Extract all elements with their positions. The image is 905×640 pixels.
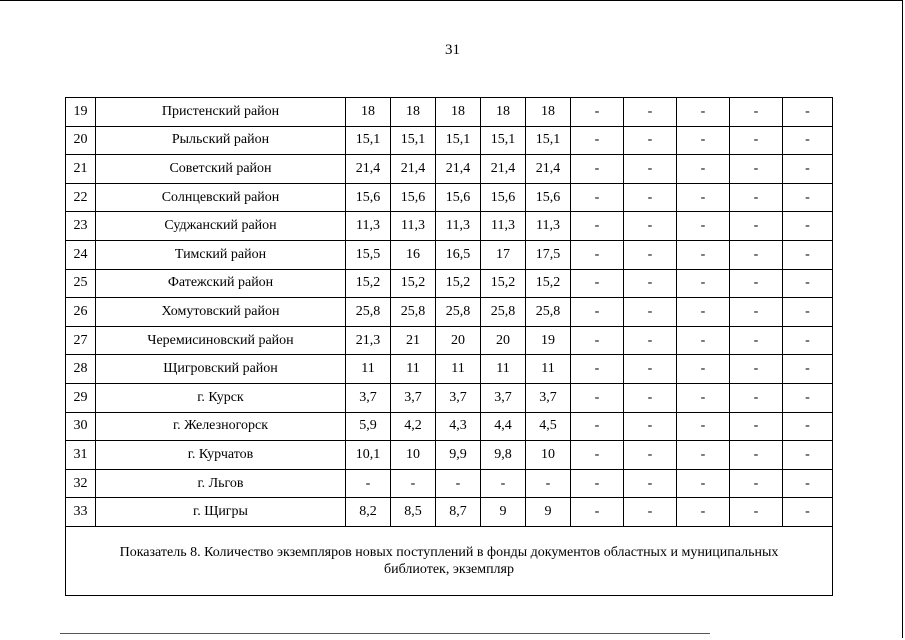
value-cell: - [730, 269, 783, 298]
value-cell: 11 [346, 355, 391, 384]
value-cell: - [624, 383, 677, 412]
value-cell: - [730, 441, 783, 470]
row-number: 25 [66, 269, 96, 298]
value-cell: - [677, 383, 730, 412]
table-row [66, 326, 833, 355]
value-cell: 20 [436, 326, 481, 355]
scan-edge-line [60, 633, 710, 634]
value-cell: 15,2 [436, 269, 481, 298]
table-row [66, 498, 833, 527]
value-cell: 18 [391, 98, 436, 127]
value-cell: 4,4 [481, 412, 526, 441]
value-cell: - [783, 98, 833, 127]
value-cell: - [730, 412, 783, 441]
table-row [66, 240, 833, 269]
value-cell: 18 [526, 98, 571, 127]
row-number: 22 [66, 183, 96, 212]
value-cell: - [730, 383, 783, 412]
value-cell: 4,2 [391, 412, 436, 441]
value-cell: - [677, 98, 730, 127]
district-name: Хомутовский район [96, 298, 346, 327]
table-row [66, 469, 833, 498]
indicator-footer-row [66, 526, 833, 595]
value-cell: - [783, 326, 833, 355]
value-cell: - [783, 498, 833, 527]
value-cell: 9 [481, 498, 526, 527]
row-number: 24 [66, 240, 96, 269]
value-cell: 15,1 [526, 126, 571, 155]
value-cell: - [677, 355, 730, 384]
district-name: Солнцевский район [96, 183, 346, 212]
district-name: Пристенский район [96, 98, 346, 127]
value-cell: 11 [391, 355, 436, 384]
value-cell: - [624, 155, 677, 184]
value-cell: 18 [346, 98, 391, 127]
value-cell: 3,7 [526, 383, 571, 412]
value-cell: - [783, 155, 833, 184]
statistics-table [65, 97, 833, 596]
value-cell: - [624, 412, 677, 441]
value-cell: 25,8 [391, 298, 436, 327]
value-cell: - [436, 469, 481, 498]
value-cell: 4,3 [436, 412, 481, 441]
value-cell: 25,8 [481, 298, 526, 327]
value-cell: 21,4 [481, 155, 526, 184]
value-cell: 18 [436, 98, 481, 127]
value-cell: - [677, 498, 730, 527]
value-cell: - [526, 469, 571, 498]
value-cell: 11 [481, 355, 526, 384]
value-cell: - [624, 98, 677, 127]
value-cell: 4,5 [526, 412, 571, 441]
table-row [66, 355, 833, 384]
value-cell: 15,6 [481, 183, 526, 212]
value-cell: - [783, 412, 833, 441]
district-name: г. Курск [96, 383, 346, 412]
value-cell: - [624, 326, 677, 355]
value-cell: - [783, 355, 833, 384]
value-cell: 15,6 [391, 183, 436, 212]
value-cell: - [346, 469, 391, 498]
row-number: 26 [66, 298, 96, 327]
value-cell: - [571, 240, 624, 269]
value-cell: - [624, 269, 677, 298]
value-cell: 11 [436, 355, 481, 384]
district-name: г. Курчатов [96, 441, 346, 470]
row-number: 21 [66, 155, 96, 184]
district-name: Щигровский район [96, 355, 346, 384]
value-cell: - [677, 326, 730, 355]
value-cell: - [571, 441, 624, 470]
value-cell: 17 [481, 240, 526, 269]
row-number: 28 [66, 355, 96, 384]
value-cell: 11,3 [481, 212, 526, 241]
value-cell: 21,4 [526, 155, 571, 184]
value-cell: - [677, 155, 730, 184]
value-cell: - [783, 441, 833, 470]
value-cell: 9 [526, 498, 571, 527]
value-cell: 16,5 [436, 240, 481, 269]
value-cell: - [730, 98, 783, 127]
value-cell: 9,9 [436, 441, 481, 470]
row-number: 29 [66, 383, 96, 412]
value-cell: - [730, 498, 783, 527]
value-cell: - [481, 469, 526, 498]
value-cell: - [783, 183, 833, 212]
value-cell: 8,7 [436, 498, 481, 527]
row-number: 33 [66, 498, 96, 527]
table-row [66, 269, 833, 298]
value-cell: - [677, 469, 730, 498]
table-row [66, 441, 833, 470]
indicator-caption: Показатель 8. Количество экземпляров новых поступлений в фонды документов областных и муниципальных библиотек, экземпляр [66, 526, 833, 595]
value-cell: 11,3 [436, 212, 481, 241]
value-cell: - [624, 469, 677, 498]
value-cell: - [677, 412, 730, 441]
value-cell: - [783, 240, 833, 269]
row-number: 20 [66, 126, 96, 155]
row-number: 27 [66, 326, 96, 355]
value-cell: 25,8 [346, 298, 391, 327]
district-name: г. Железногорск [96, 412, 346, 441]
value-cell: - [571, 98, 624, 127]
value-cell: 11,3 [391, 212, 436, 241]
value-cell: - [677, 183, 730, 212]
value-cell: - [571, 183, 624, 212]
table-row [66, 383, 833, 412]
value-cell: - [730, 298, 783, 327]
value-cell: 10 [526, 441, 571, 470]
table-row [66, 212, 833, 241]
row-number: 23 [66, 212, 96, 241]
value-cell: - [730, 240, 783, 269]
value-cell: - [677, 441, 730, 470]
value-cell: - [783, 469, 833, 498]
value-cell: - [624, 355, 677, 384]
value-cell: - [677, 212, 730, 241]
district-name: Советский район [96, 155, 346, 184]
value-cell: 10 [391, 441, 436, 470]
value-cell: 15,6 [346, 183, 391, 212]
district-name: г. Щигры [96, 498, 346, 527]
value-cell: - [391, 469, 436, 498]
value-cell: - [783, 298, 833, 327]
value-cell: 19 [526, 326, 571, 355]
value-cell: - [624, 183, 677, 212]
value-cell: - [677, 240, 730, 269]
district-name: Тимский район [96, 240, 346, 269]
value-cell: 15,5 [346, 240, 391, 269]
district-name: Фатежский район [96, 269, 346, 298]
value-cell: 21,3 [346, 326, 391, 355]
value-cell: - [571, 298, 624, 327]
table-row [66, 412, 833, 441]
value-cell: 11,3 [346, 212, 391, 241]
value-cell: - [571, 155, 624, 184]
value-cell: 18 [481, 98, 526, 127]
value-cell: - [783, 126, 833, 155]
value-cell: 15,2 [526, 269, 571, 298]
value-cell: - [571, 412, 624, 441]
district-name: Черемисиновский район [96, 326, 346, 355]
value-cell: 15,2 [481, 269, 526, 298]
value-cell: 21,4 [391, 155, 436, 184]
value-cell: - [783, 212, 833, 241]
value-cell: - [730, 355, 783, 384]
value-cell: 15,6 [436, 183, 481, 212]
value-cell: - [624, 441, 677, 470]
value-cell: 15,1 [481, 126, 526, 155]
district-name: г. Льгов [96, 469, 346, 498]
value-cell: 21 [391, 326, 436, 355]
value-cell: 16 [391, 240, 436, 269]
value-cell: 15,1 [346, 126, 391, 155]
value-cell: 9,8 [481, 441, 526, 470]
district-name: Рыльский район [96, 126, 346, 155]
value-cell: 25,8 [526, 298, 571, 327]
value-cell: - [624, 126, 677, 155]
value-cell: - [730, 126, 783, 155]
value-cell: 8,2 [346, 498, 391, 527]
value-cell: 17,5 [526, 240, 571, 269]
value-cell: 15,6 [526, 183, 571, 212]
value-cell: - [571, 469, 624, 498]
page-number: 31 [445, 42, 460, 58]
value-cell: - [783, 269, 833, 298]
value-cell: 15,2 [391, 269, 436, 298]
value-cell: - [624, 298, 677, 327]
value-cell: 8,5 [391, 498, 436, 527]
value-cell: 15,2 [346, 269, 391, 298]
value-cell: 20 [481, 326, 526, 355]
value-cell: - [624, 240, 677, 269]
value-cell: - [730, 155, 783, 184]
value-cell: - [624, 212, 677, 241]
value-cell: 15,1 [391, 126, 436, 155]
table-body [66, 98, 833, 527]
value-cell: - [677, 269, 730, 298]
value-cell: - [571, 383, 624, 412]
value-cell: 21,4 [436, 155, 481, 184]
value-cell: 25,8 [436, 298, 481, 327]
table-row [66, 298, 833, 327]
row-number: 30 [66, 412, 96, 441]
value-cell: 21,4 [346, 155, 391, 184]
value-cell: - [624, 498, 677, 527]
value-cell: 3,7 [391, 383, 436, 412]
value-cell: - [730, 326, 783, 355]
value-cell: - [571, 269, 624, 298]
value-cell: - [571, 498, 624, 527]
value-cell: 3,7 [481, 383, 526, 412]
value-cell: - [730, 469, 783, 498]
value-cell: - [730, 212, 783, 241]
table-row [66, 98, 833, 127]
value-cell: 3,7 [346, 383, 391, 412]
value-cell: - [783, 383, 833, 412]
value-cell: 15,1 [436, 126, 481, 155]
value-cell: 11 [526, 355, 571, 384]
table-row [66, 183, 833, 212]
row-number: 31 [66, 441, 96, 470]
table-row [66, 155, 833, 184]
row-number: 19 [66, 98, 96, 127]
table-row [66, 126, 833, 155]
value-cell: 10,1 [346, 441, 391, 470]
value-cell: - [571, 126, 624, 155]
value-cell: - [571, 355, 624, 384]
value-cell: - [677, 126, 730, 155]
value-cell: - [730, 183, 783, 212]
district-name: Суджанский район [96, 212, 346, 241]
value-cell: - [677, 298, 730, 327]
value-cell: 5,9 [346, 412, 391, 441]
value-cell: 11,3 [526, 212, 571, 241]
row-number: 32 [66, 469, 96, 498]
value-cell: - [571, 326, 624, 355]
value-cell: 3,7 [436, 383, 481, 412]
value-cell: - [571, 212, 624, 241]
